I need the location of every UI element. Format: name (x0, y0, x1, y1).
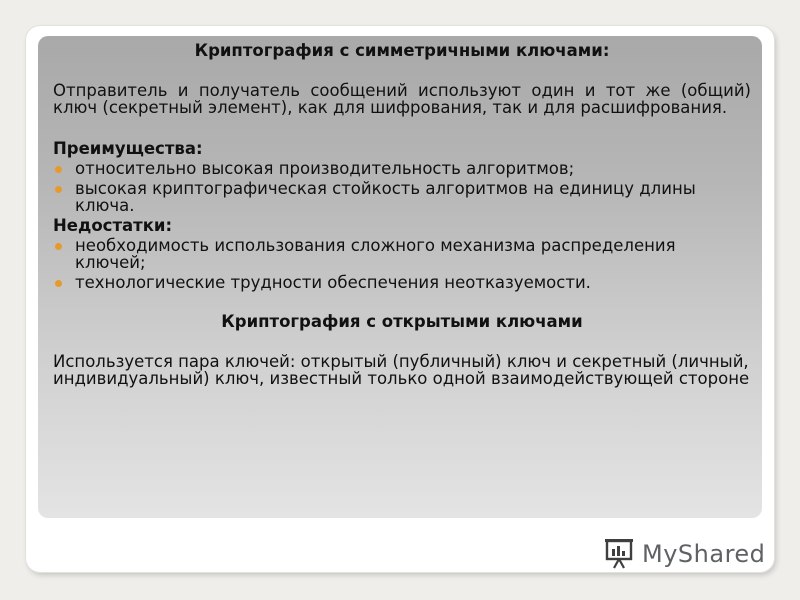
list-item-text: высокая криптографическая стойкость алгоритмов на единицу длины ключа. (75, 179, 696, 215)
bullet-icon (55, 280, 62, 287)
intro-paragraph: Отправитель и получатель сообщений используют один и тот же (общий) ключ (секретный элемент), как для шифрования, так и для расшифрования. (53, 81, 751, 117)
outro-paragraph: Используется пара ключей: открытый (публичный) ключ и секретный (личный, индивидуальный) ключ, известный только одной взаимодействующей стороне (53, 352, 750, 388)
list-item-text: необходимость использования сложного механизма распределения ключей; (75, 236, 676, 272)
list-item (53, 180, 751, 214)
myshared-logo (604, 536, 765, 572)
bullet-icon (55, 243, 62, 250)
list-item (53, 237, 751, 271)
presentation-board-icon (604, 537, 638, 571)
heading-public-key: Криптография с открытыми ключами (221, 312, 583, 331)
logo-text: MyShared (642, 540, 766, 568)
list-item (53, 160, 751, 177)
advantages-label: Преимущества: (53, 139, 203, 158)
list-item (53, 274, 751, 291)
disadvantages-list (53, 237, 751, 291)
slide-panel (38, 36, 762, 518)
heading-symmetric: Криптография с симметричными ключами: (194, 41, 610, 60)
advantages-list (53, 160, 751, 214)
list-item-text: относительно высокая производительность алгоритмов; (75, 159, 575, 178)
slide-content (53, 42, 751, 387)
list-item-text: технологические трудности обеспечения неотказуемости. (75, 273, 591, 292)
bullet-icon (55, 186, 62, 193)
disadvantages-label: Недостатки: (53, 216, 173, 235)
bullet-icon (55, 166, 62, 173)
